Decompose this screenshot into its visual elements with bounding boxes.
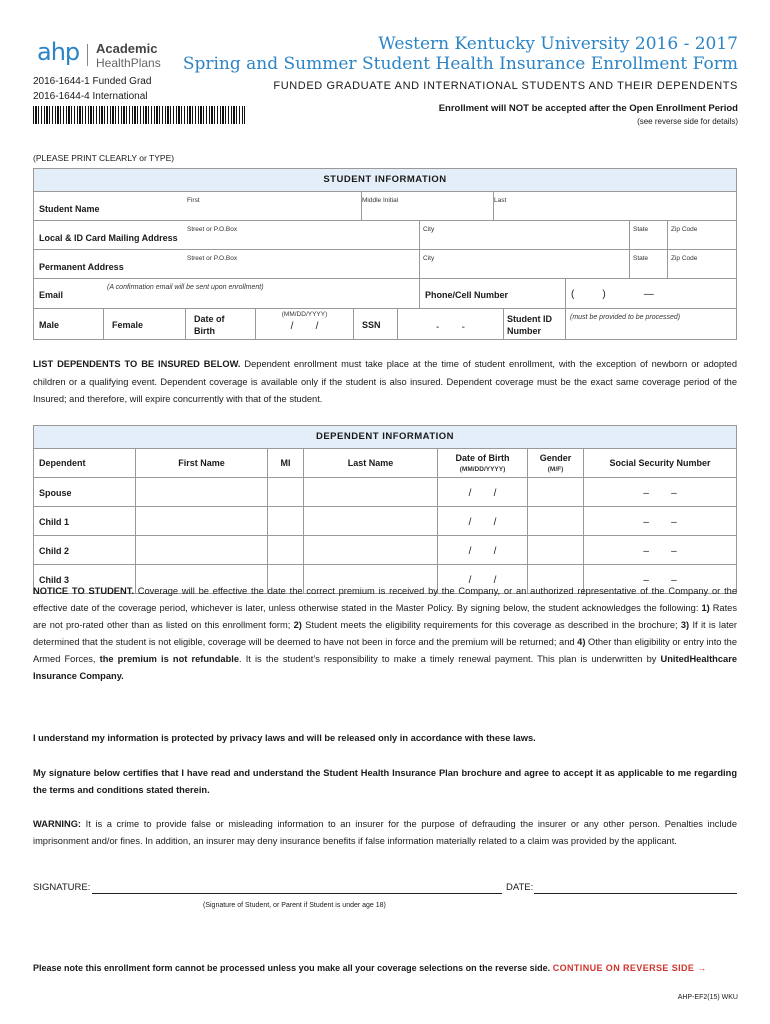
barcode (33, 106, 245, 124)
middle-initial-field[interactable]: Middle Initial (362, 192, 494, 221)
signature-caption: (Signature of Student, or Parent if Student is under age 18) (203, 902, 386, 909)
dependents-intro-lead: LIST DEPENDENTS TO BE INSURED BELOW. (33, 359, 241, 369)
dependent-last-name-field[interactable] (304, 478, 438, 507)
mailing-label-cell: Local & ID Card Mailing Address (34, 221, 184, 250)
form-title (183, 34, 738, 74)
dependent-first-name-field[interactable] (136, 478, 268, 507)
dependent-last-name-field[interactable] (304, 507, 438, 536)
dependent-mi-field[interactable] (268, 507, 304, 536)
dependent-row-label (34, 536, 136, 565)
mailing-zip-field[interactable]: Zip Code (668, 221, 736, 250)
plan-codes (33, 74, 151, 104)
dependents-intro (33, 356, 737, 409)
dependent-gender-field[interactable] (528, 536, 584, 565)
dependent-label: Child 3 (39, 575, 70, 585)
code-grad: 2016-1644-1 Funded Grad (33, 76, 152, 87)
female-checkbox[interactable]: Female (104, 309, 186, 340)
dependent-gender-field[interactable] (528, 478, 584, 507)
dependent-heading: DEPENDENT INFORMATION (34, 426, 736, 449)
notice-to-student: NOTICE TO STUDENT. Coverage will be effective the date the correct premium is received by the Company, or an authorized representative of the Company or the effective date of the coverage period, whichever is later, unless otherwise stated in the Master Policy. By signing below, the student acknowledges the following: 1) Rates are not pro-rated other than as listed on this enrollment form; 2) Student meets the eligibility requirements for this coverage as described in the brochure; 3) If it is later determined that the student is not eligible, coverage will be deemed to have not been in force and the premium will be returned; and 4) Other than eligibility or entry into the Armed Forces, the premium is not refundable. It is the student’s responsibility to make a timely renewal payment. This plan is underwritten by UnitedHealthcare Insurance Company. (33, 586, 737, 681)
warning-statement: WARNING: It is a crime to provide false or misleading information to an insurer for the purpose of defrauding the insurer or any other person. Penalties include imprisonment and/or fines. In addition, an insurer may deny insurance benefits if false information materially related to a claim was provided by the applicant. (33, 819, 737, 846)
phone-field[interactable]: ( ) — (566, 279, 736, 309)
email-field[interactable]: (A confirmation email will be sent upon enrollment) (104, 279, 420, 309)
dependent-label: Child 2 (39, 546, 70, 556)
email-label-cell: Email (34, 279, 104, 309)
date-line[interactable] (534, 893, 737, 894)
mailing-street-field[interactable]: Street or P.O.Box (184, 221, 420, 250)
dependent-dob-field[interactable]: / / (438, 536, 528, 565)
dependent-ssn-field[interactable]: – – (584, 507, 736, 536)
dependent-ssn-field[interactable]: – – (584, 536, 736, 565)
permanent-city-field[interactable]: City (420, 250, 630, 279)
dependent-dob-field[interactable]: / / (438, 565, 528, 594)
ssn-field[interactable]: - - (398, 309, 504, 340)
first-name-field[interactable]: First (184, 192, 362, 221)
permanent-street-field[interactable]: Street or P.O.Box (184, 250, 420, 279)
student-id-field[interactable]: (must be provided to be processed) (570, 314, 681, 321)
dependent-mi-field[interactable] (268, 478, 304, 507)
date-label: DATE: (506, 882, 534, 893)
col-gender-format: (M/F) (547, 466, 564, 473)
reverse-note: (see reverse side for details) (637, 117, 738, 126)
col-ssn: Social Security Number (609, 458, 711, 468)
dependent-ssn-field[interactable]: – – (584, 478, 736, 507)
student-name-label: Student Name (39, 204, 100, 214)
student-name-label-cell (34, 192, 184, 221)
dependent-row-label (34, 478, 136, 507)
last-name-field[interactable]: Last (494, 192, 736, 221)
footer-note: Please note this enrollment form cannot be processed unless you make all your coverage selections on the reverse side. CONTINUE ON REVERSE SIDE → (33, 963, 707, 973)
logo-text-academic: Academic (96, 41, 158, 56)
col-gender: Gender (539, 453, 572, 463)
form-code: AHP-EF2(15) WKU (677, 994, 738, 1001)
signature-label: SIGNATURE: (33, 882, 91, 893)
mailing-city-field[interactable]: City (420, 221, 630, 250)
dependent-dob-field[interactable]: / / (438, 507, 528, 536)
dob-field[interactable]: (MM/DD/YYYY) / / (256, 309, 354, 340)
title-line-1: Western Kentucky University 2016 - 2017 (378, 34, 738, 54)
ssn-label-cell: SSN (354, 309, 398, 340)
dependent-dob-field[interactable]: / / (438, 478, 528, 507)
title-line-2: Spring and Summer Student Health Insurance Enrollment Form (182, 54, 738, 74)
dependent-label: Child 1 (39, 517, 70, 527)
student-information-section (33, 168, 737, 340)
signature-line[interactable] (92, 893, 502, 894)
col-first-name: First Name (178, 458, 225, 468)
form-subtitle: FUNDED GRADUATE AND INTERNATIONAL STUDENTS AND THEIR DEPENDENTS (273, 80, 738, 92)
student-heading: STUDENT INFORMATION (34, 169, 736, 192)
dependent-first-name-field[interactable] (136, 507, 268, 536)
continue-reverse-link[interactable]: CONTINUE ON REVERSE SIDE → (552, 963, 707, 973)
phone-label-cell: Phone/Cell Number (420, 279, 566, 309)
dependent-information-section (33, 425, 737, 594)
dependent-mi-field[interactable] (268, 536, 304, 565)
logo-divider (87, 44, 88, 66)
certify-statement: My signature below certifies that I have read and understand the Student Health Insurance Plan brochure and agree to accept it as applicable to me regarding the terms and conditions stated therein. (33, 768, 737, 795)
dependent-ssn-field[interactable]: – – (643, 575, 677, 586)
code-intl: 2016-1644-4 International (33, 91, 148, 102)
dependent-last-name-field[interactable] (304, 536, 438, 565)
dependent-gender-field[interactable] (528, 507, 584, 536)
col-dob: Date of Birth (455, 453, 510, 463)
print-note: (PLEASE PRINT CLEARLY or TYPE) (33, 153, 175, 163)
permanent-state-field[interactable]: State (630, 250, 668, 279)
dob-label-cell: Date of Birth (186, 309, 256, 340)
ahp-logo-mark: ahp (37, 38, 80, 66)
col-dependent: Dependent (39, 458, 86, 468)
male-checkbox[interactable]: Male (34, 309, 104, 340)
enrollment-notice: Enrollment will NOT be accepted after the Open Enrollment Period (438, 103, 738, 114)
dependent-label: Spouse (39, 488, 72, 498)
dependents-intro-text: Dependent enrollment must take place at the time of student enrollment, with the exception of newborn or adopted children or a qualifying event. Dependent coverage is available only if the student is also insured. Dependent coverage must be the exact same coverage period of the Insured; and therefore, will expire concurrently with that of the student. (33, 359, 738, 404)
col-mi: MI (280, 458, 291, 468)
col-last-name: Last Name (347, 458, 394, 468)
dependent-first-name-field[interactable] (136, 536, 268, 565)
permanent-label-cell: Permanent Address (34, 250, 184, 279)
dependent-row-label (34, 507, 136, 536)
logo-text-healthplans: HealthPlans (96, 56, 161, 70)
col-dob-format: (MM/DD/YYYY) (459, 466, 506, 473)
mailing-state-field[interactable]: State (630, 221, 668, 250)
privacy-statement: I understand my information is protected by privacy laws and will be released only in accordance with these laws. (33, 733, 536, 743)
student-id-label-cell: Student ID Number (504, 309, 566, 340)
permanent-zip-field[interactable]: Zip Code (668, 250, 736, 279)
